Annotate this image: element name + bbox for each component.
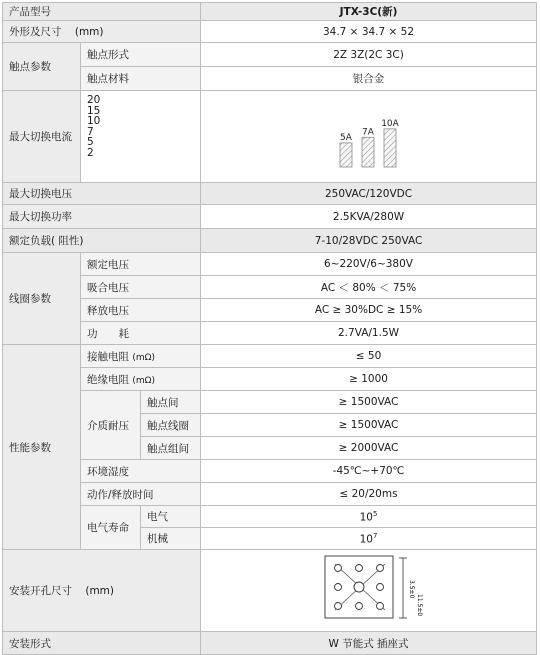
contact-resistance-label: 接触电阻 (mΩ) [81,345,201,368]
max-voltage-row [3,183,537,205]
dielectric-row-label: 触点线圈 [141,414,201,437]
pin-hole-icon [356,565,363,572]
performance-row [3,460,537,483]
mounting-label: 安装形式 [3,632,201,655]
performance-row [3,368,537,391]
current-ticks [81,91,201,183]
max-power-label: 最大切换功率 [3,205,201,229]
current-tick: 10 [87,115,101,127]
dielectric-row-value: ≥ 1500VAC [201,391,537,414]
mounting-hole-diagram [207,550,537,628]
insulation-label: 绝缘电阻 (mΩ) [81,368,201,391]
model-value: JTX-3C(新) [201,3,537,21]
current-tick: 7 [87,125,94,138]
max-power-value: 2.5KVA/280W [201,205,537,229]
pin-hole-icon [377,603,384,610]
contact-form-value: 2Z 3Z(2C 3C) [201,43,537,67]
max-voltage-label: 最大切换电压 [3,183,201,205]
contact-label: 触点参数 [3,43,81,91]
current-bar-label: 10A [381,118,399,129]
time-label: 动作/释放时间 [81,483,201,506]
spec-table [2,2,537,655]
coil-row-label: 功 耗 [81,322,201,345]
pin-hole-icon [356,603,363,610]
current-bar [384,129,396,167]
dielectric-row [3,391,537,414]
life-row [3,506,537,528]
contact-resistance-value: ≤ 50 [201,345,537,368]
time-value: ≤ 20/20ms [201,483,537,506]
current-tick: 20 [87,94,101,106]
ambient-value: -45℃~+70℃ [201,460,537,483]
mounting-hole-diagram-cell [201,550,537,632]
rated-load-label: 额定负载( 阻性) [3,229,201,253]
pin-hole-icon [335,565,342,572]
mounting-hole-label: 安装开孔尺寸 (mm) [3,550,201,632]
current-bar [362,137,374,167]
max-voltage-value: 250VAC/120VDC [201,183,537,205]
coil-row-value: AC ＜ 80% ＜ 75% [201,276,537,299]
resistance-unit: (mΩ) [132,352,156,363]
dielectric-row-value: ≥ 2000VAC [201,437,537,460]
life-electrical-value: $10^5$ [201,506,537,528]
header-row [3,3,537,21]
dielectric-label: 介质耐压 [81,391,141,460]
current-bar-label: 7A [362,127,374,138]
contact-form-row [3,43,537,67]
coil-row-label: 额定电压 [81,253,201,276]
life-electrical-label: 电气 [141,506,201,528]
mounting-row [3,632,537,655]
ambient-label: 环境湿度 [81,460,201,483]
rated-load-row [3,229,537,253]
coil-row [3,276,537,299]
contact-material-value: 银合金 [201,67,537,91]
center-hole-icon [354,582,364,592]
current-tick: 2 [87,146,94,159]
max-current-row [3,91,537,183]
contact-form-label: 触点形式 [81,43,201,67]
dielectric-row-value: ≥ 1500VAC [201,414,537,437]
current-bar-label: 5A [340,132,352,143]
dielectric-row-label: 触点间 [141,391,201,414]
dimensions-row [3,21,537,43]
dielectric-row-label: 触点组间 [141,437,201,460]
current-tick: 5 [87,136,94,148]
dimension-label-a: 3.5±0 [408,580,416,599]
current-bar [340,143,352,167]
current-tick: 15 [87,104,101,117]
performance-label: 性能参数 [3,345,81,550]
coil-row [3,322,537,345]
performance-row [3,483,537,506]
pin-hole-icon [335,603,342,610]
insulation-unit: (mΩ) [132,375,156,386]
current-bar-chart [207,91,537,179]
dimension-label-b: 11.5±0 [416,594,424,617]
dimensions-label: 外形及尺寸 (mm) [3,21,201,43]
life-mechanical-label: 机械 [141,528,201,550]
performance-row [3,345,537,368]
model-label: 产品型号 [3,3,201,21]
rated-load-value: 7-10/28VDC 250VAC [201,229,537,253]
coil-row-value: AC ≥ 30%DC ≥ 15% [201,299,537,322]
coil-row-label: 吸合电压 [81,276,201,299]
coil-label: 线圈参数 [3,253,81,345]
pin-hole-icon [377,565,384,572]
mounting-hole-unit: (mm) [85,585,115,597]
coil-row [3,299,537,322]
insulation-value: ≥ 1000 [201,368,537,391]
coil-row [3,253,537,276]
coil-row-value: 2.7VA/1.5W [201,322,537,345]
current-chart-cell [201,91,537,183]
max-current-label: 最大切换电流 [3,91,81,183]
life-label: 电气寿命 [81,506,141,550]
life-mechanical-value: $10^7$ [201,528,537,550]
dimensions-value: 34.7 × 34.7 × 52 [201,21,537,43]
contact-material-label: 触点材料 [81,67,201,91]
max-power-row [3,205,537,229]
contact-material-row [3,67,537,91]
pin-hole-icon [377,584,384,591]
dimensions-unit: (mm) [74,26,104,38]
mounting-hole-row [3,550,537,632]
coil-row-value: 6~220V/6~380V [201,253,537,276]
coil-row-label: 释放电压 [81,299,201,322]
pin-hole-icon [335,584,342,591]
mounting-value: W 节能式 插座式 [201,632,537,655]
